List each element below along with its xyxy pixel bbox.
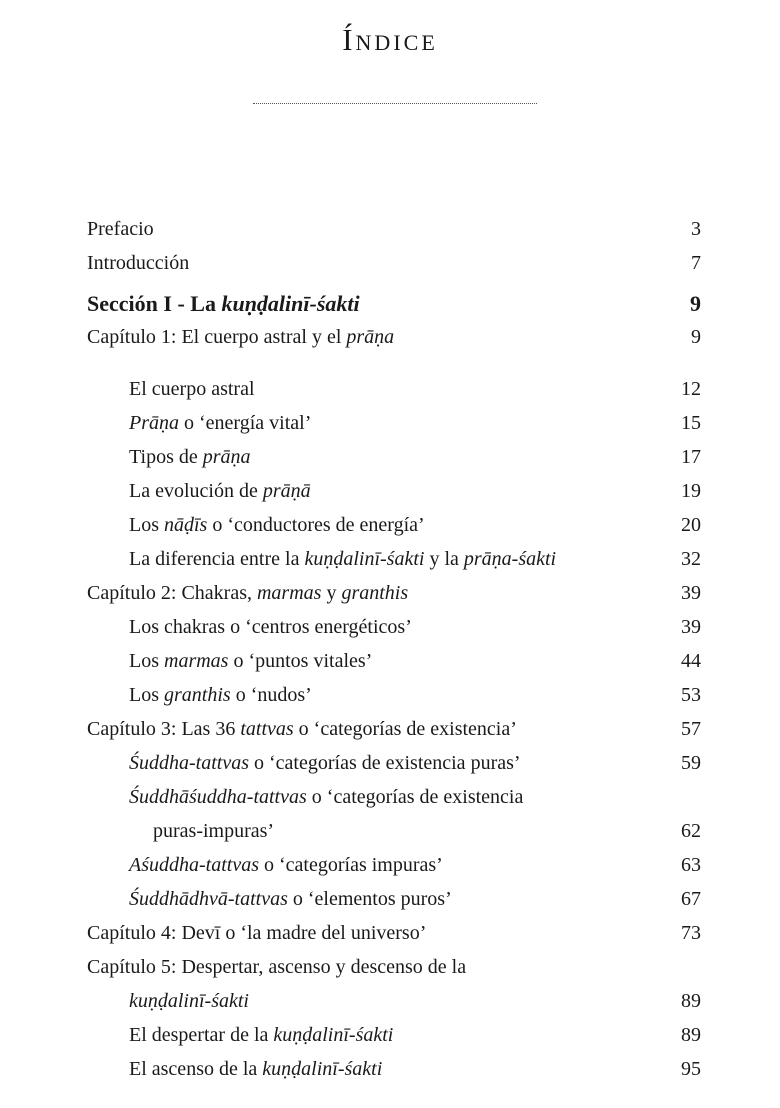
toc-chapter-5[interactable] (87, 950, 701, 984)
toc-entry-label: Aśuddha-tattvas o ‘categorías impuras’ (129, 854, 443, 876)
toc-section-label: Sección I - La kuṇḍalinī-śakti (87, 291, 360, 316)
toc-entry-introduccion[interactable] (87, 246, 701, 280)
toc-entry-page: 9 (691, 326, 701, 348)
toc-entry-page: 89 (681, 990, 701, 1012)
toc-entry-tipos-prana[interactable] (87, 440, 701, 474)
toc-entry-page: 89 (681, 1024, 701, 1046)
toc-entry-page: 9 (690, 291, 701, 316)
toc-entry-suddhasuddha[interactable] (87, 780, 701, 814)
toc-entry-label: La evolución de prāṇā (129, 480, 311, 502)
toc-chapter-1[interactable] (87, 320, 701, 354)
toc-entry-label: Prefacio (87, 218, 154, 240)
toc-chapter-3[interactable] (87, 712, 701, 746)
toc-entry-label: Prāṇa o ‘energía vital’ (129, 412, 312, 434)
toc-chapter-2[interactable] (87, 576, 701, 610)
toc-entry-marmas[interactable] (87, 644, 701, 678)
toc-entry-ascenso[interactable] (87, 1052, 701, 1086)
toc-section-1[interactable] (87, 280, 701, 320)
title-divider (253, 103, 537, 104)
toc-entry-page: 44 (681, 650, 701, 672)
toc-entry-page: 15 (681, 412, 701, 434)
toc-entry-nadis[interactable] (87, 508, 701, 542)
toc-entry-label-cont: puras-impuras’ (153, 820, 275, 842)
toc-entry-page: 62 (681, 820, 701, 842)
toc-entry-label: Los nāḍīs o ‘conductores de energía’ (129, 514, 425, 536)
table-of-contents (87, 212, 701, 1086)
toc-entry-label: Tipos de prāṇa (129, 446, 251, 468)
toc-entry-label: Capítulo 4: Devī o ‘la madre del universo’ (87, 922, 427, 944)
toc-entry-page: 63 (681, 854, 701, 876)
toc-entry-page: 17 (681, 446, 701, 468)
toc-entry-page: 39 (681, 582, 701, 604)
toc-entry-label: La diferencia entre la kuṇḍalinī-śakti y la prāṇa-śakti (129, 548, 557, 570)
page-title: Índice (342, 22, 438, 57)
toc-entry-page: 95 (681, 1058, 701, 1080)
toc-entry-diferencia[interactable] (87, 542, 701, 576)
toc-entry-prana-energia[interactable] (87, 406, 701, 440)
toc-entry-page: 19 (681, 480, 701, 502)
toc-entry-page: 67 (681, 888, 701, 910)
toc-entry-page: 20 (681, 514, 701, 536)
toc-entry-page: 39 (681, 616, 701, 638)
toc-entry-label: Capítulo 5: Despertar, ascenso y descenso de la (87, 956, 467, 978)
toc-entry-evolucion[interactable] (87, 474, 701, 508)
toc-entry-label: Los chakras o ‘centros energéticos’ (129, 616, 412, 638)
toc-entry-suddha[interactable] (87, 746, 701, 780)
toc-entry-label: Śuddha-tattvas o ‘categorías de existencia puras’ (129, 752, 521, 774)
toc-entry-page: 53 (681, 684, 701, 706)
toc-entry-label: El ascenso de la kuṇḍalinī-śakti (129, 1058, 383, 1080)
toc-entry-label: Śuddhādhvā-tattvas o ‘elementos puros’ (129, 888, 452, 910)
toc-chapter-4[interactable] (87, 916, 701, 950)
toc-chapter-5-cont[interactable] (87, 984, 701, 1018)
toc-entry-page: 12 (681, 378, 701, 400)
toc-entry-page: 59 (681, 752, 701, 774)
toc-entry-label: Capítulo 1: El cuerpo astral y el prāṇa (87, 326, 395, 348)
toc-entry-suddhadhva[interactable] (87, 882, 701, 916)
toc-entry-label: El despertar de la kuṇḍalinī-śakti (129, 1024, 394, 1046)
toc-entry-label: Capítulo 3: Las 36 tattvas o ‘categorías de existencia’ (87, 718, 517, 740)
toc-entry-chakras[interactable] (87, 610, 701, 644)
toc-entry-page: 57 (681, 718, 701, 740)
toc-entry-page: 73 (681, 922, 701, 944)
toc-entry-granthis[interactable] (87, 678, 701, 712)
toc-entry-cuerpo-astral[interactable] (87, 372, 701, 406)
toc-entry-asuddha[interactable] (87, 848, 701, 882)
toc-entry-label: Los marmas o ‘puntos vitales’ (129, 650, 373, 672)
toc-entry-despertar[interactable] (87, 1018, 701, 1052)
toc-entry-label: Introducción (87, 252, 190, 274)
toc-entry-page: 32 (681, 548, 701, 570)
toc-entry-page: 7 (691, 252, 701, 274)
toc-entry-label-cont: kuṇḍalinī-śakti (129, 990, 249, 1012)
toc-entry-prefacio[interactable] (87, 212, 701, 246)
toc-entry-label: Los granthis o ‘nudos’ (129, 684, 312, 706)
toc-entry-label: El cuerpo astral (129, 378, 255, 400)
toc-entry-label: Śuddhāśuddha-tattvas o ‘categorías de existencia (129, 786, 524, 808)
toc-entry-page: 3 (691, 218, 701, 240)
toc-entry-suddhasuddha-cont[interactable] (87, 814, 701, 848)
toc-entry-label: Capítulo 2: Chakras, marmas y granthis (87, 582, 409, 604)
